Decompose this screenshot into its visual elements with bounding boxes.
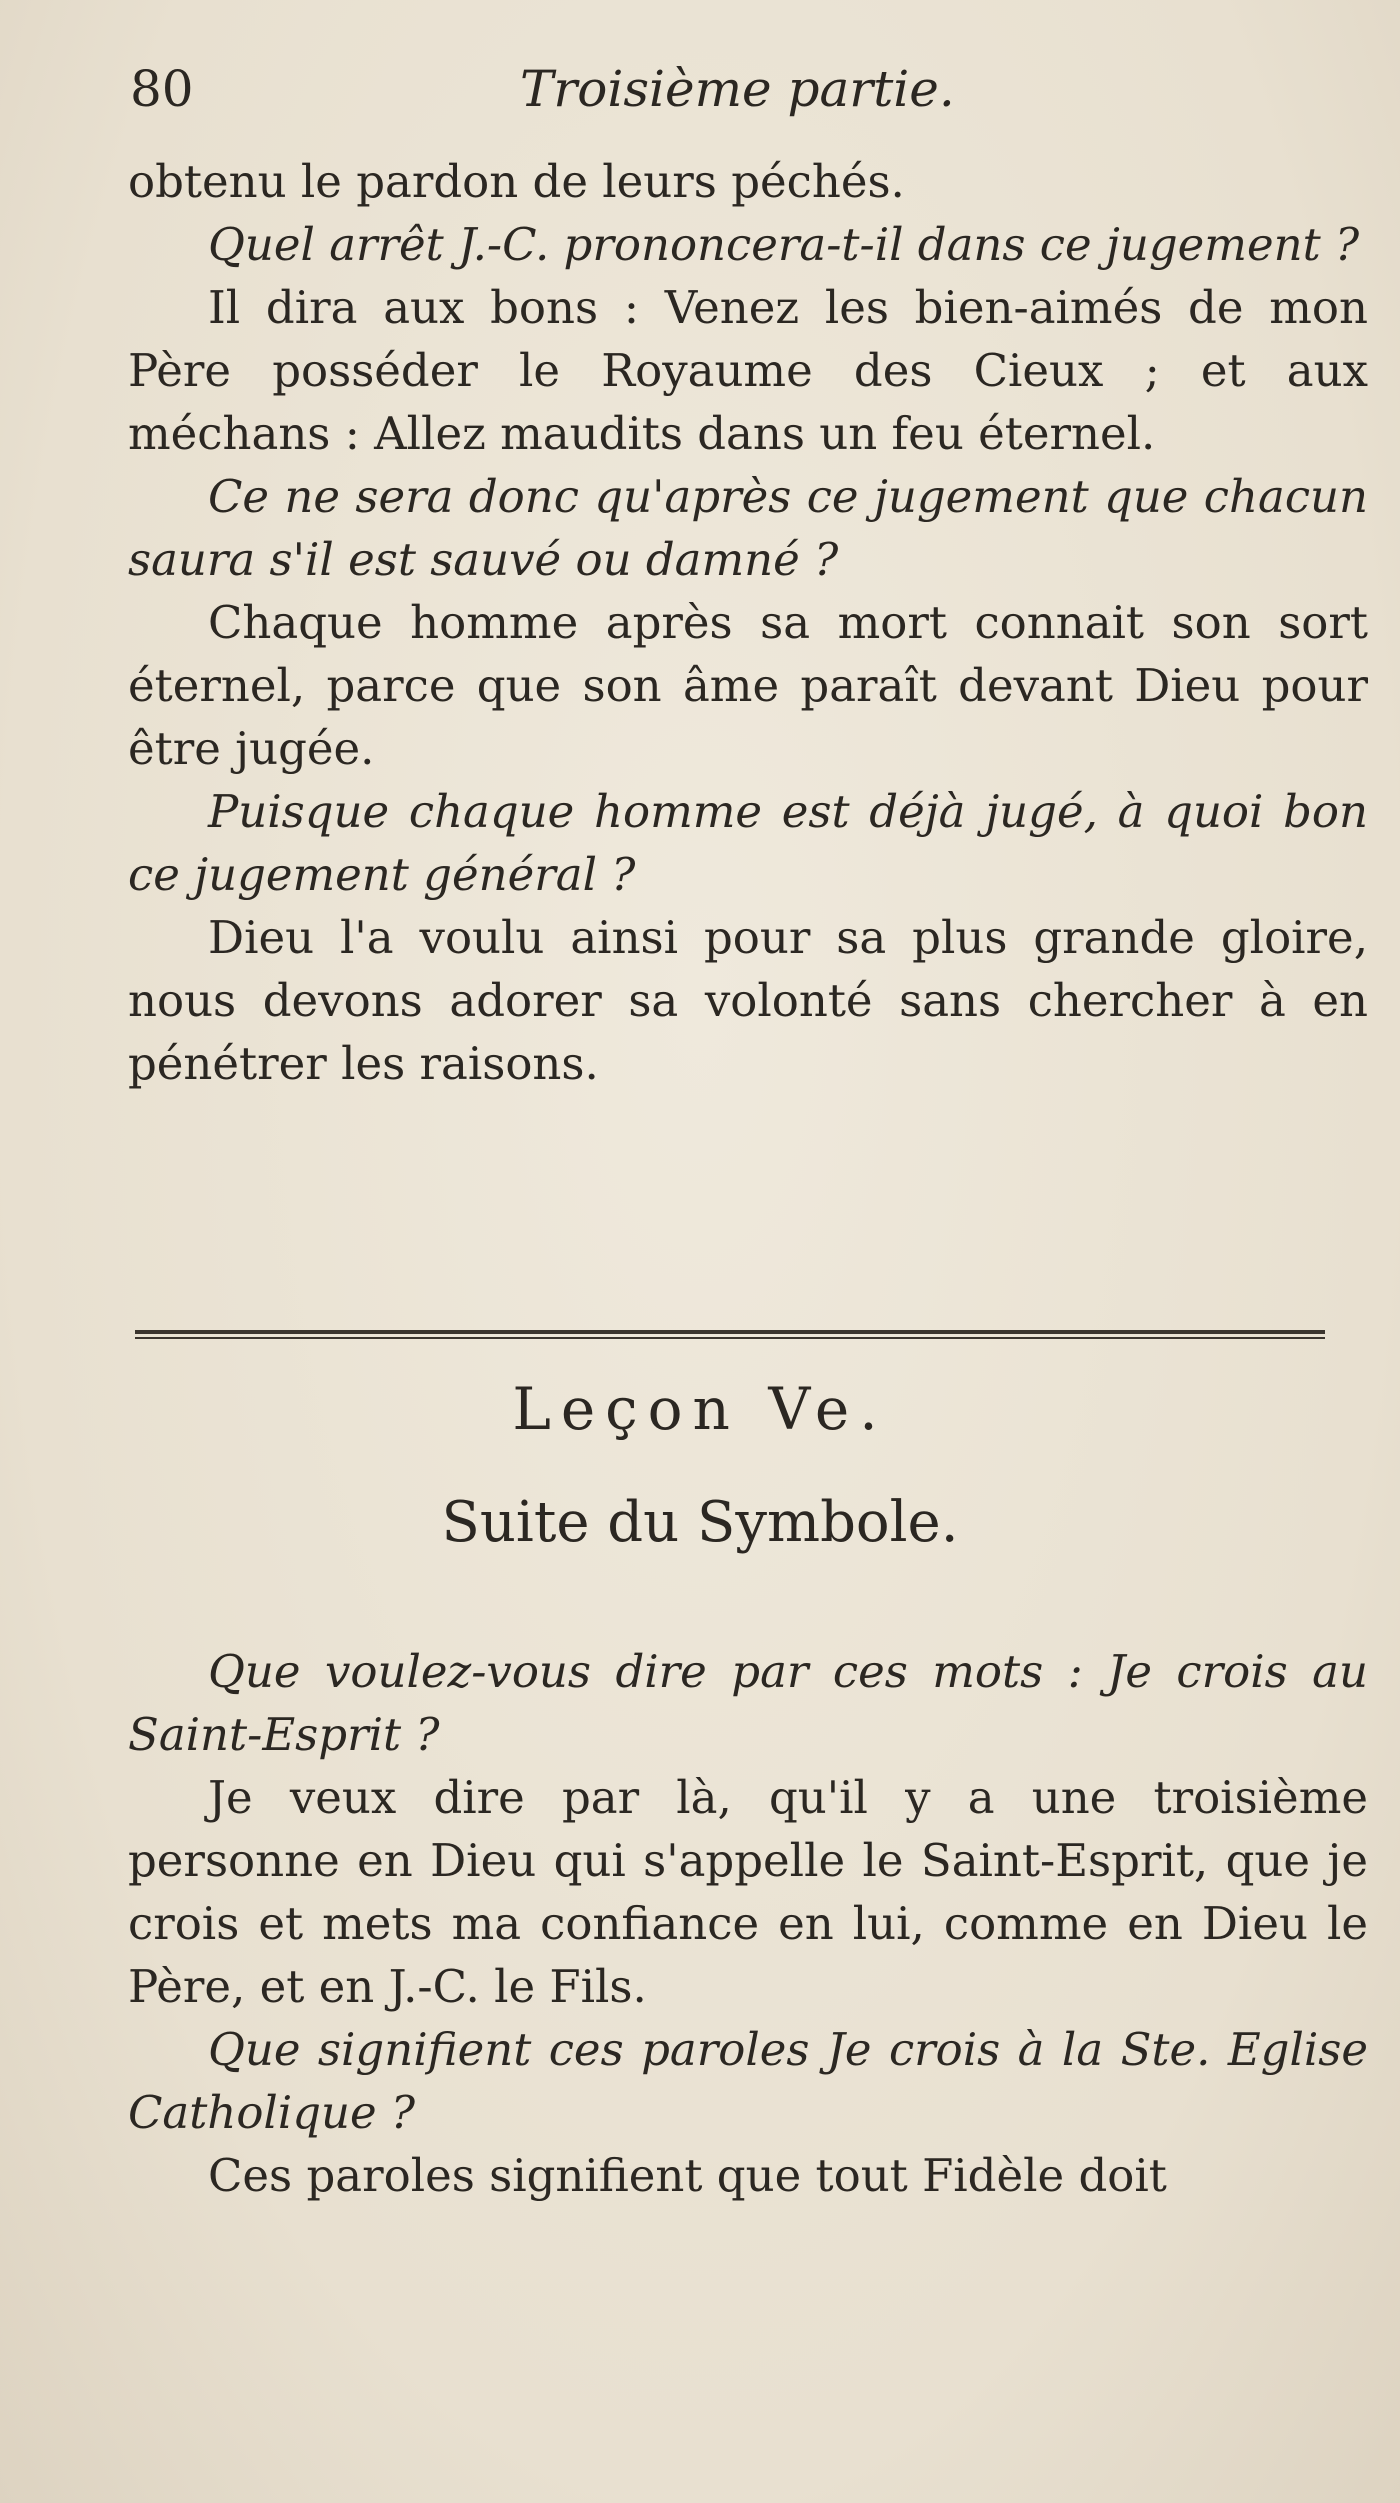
answer-paragraph: obtenu le pardon de leurs péchés. [128,155,905,208]
lesson-heading: Leçon Ve. [512,1375,888,1443]
running-head: Troisième partie. [520,60,955,118]
section-divider [135,1330,1325,1342]
question-paragraph: Ce ne sera donc qu'après ce jugement que chacun saura s'il est sauvé ou damné ? [128,470,1368,586]
divider-thin-line [135,1337,1325,1339]
answer-paragraph: Je veux dire par là, qu'il y a une troisième personne en Dieu qui s'appelle le Saint-Esprit, que je crois et mets ma confiance en lui, comme en Dieu le Père, et en J.-C. le Fils. [128,1771,1368,2013]
answer-paragraph: Dieu l'a voulu ainsi pour sa plus grande gloire, nous devons adorer sa volonté sans chercher à en pénétrer les raisons. [128,911,1368,1090]
text-block-bottom [128,1640,1368,2207]
divider-thick-line [135,1330,1325,1334]
answer-paragraph: Ces paroles signifient que tout Fidèle doit [208,2149,1167,2202]
question-paragraph: Quel arrêt J.-C. prononcera-t-il dans ce jugement ? [208,218,1360,271]
answer-paragraph: Chaque homme après sa mort connait son sort éternel, parce que son âme paraît devant Dieu pour être jugée. [128,596,1368,775]
page-header [130,60,1370,130]
page-number: 80 [130,60,194,118]
question-paragraph: Que voulez-vous dire par ces mots : Je crois au Saint-Esprit ? [128,1645,1368,1761]
question-paragraph: Que signifient ces paroles Je crois à la Ste. Eglise Catholique ? [128,2023,1368,2139]
lesson-subtitle: Suite du Symbole. [441,1490,959,1555]
text-block-top [128,150,1368,1095]
answer-paragraph: Il dira aux bons : Venez les bien-aimés de mon Père posséder le Royaume des Cieux ; et aux méchans : Allez maudits dans un feu éternel. [128,281,1368,460]
question-paragraph: Puisque chaque homme est déjà jugé, à quoi bon ce jugement général ? [128,785,1368,901]
